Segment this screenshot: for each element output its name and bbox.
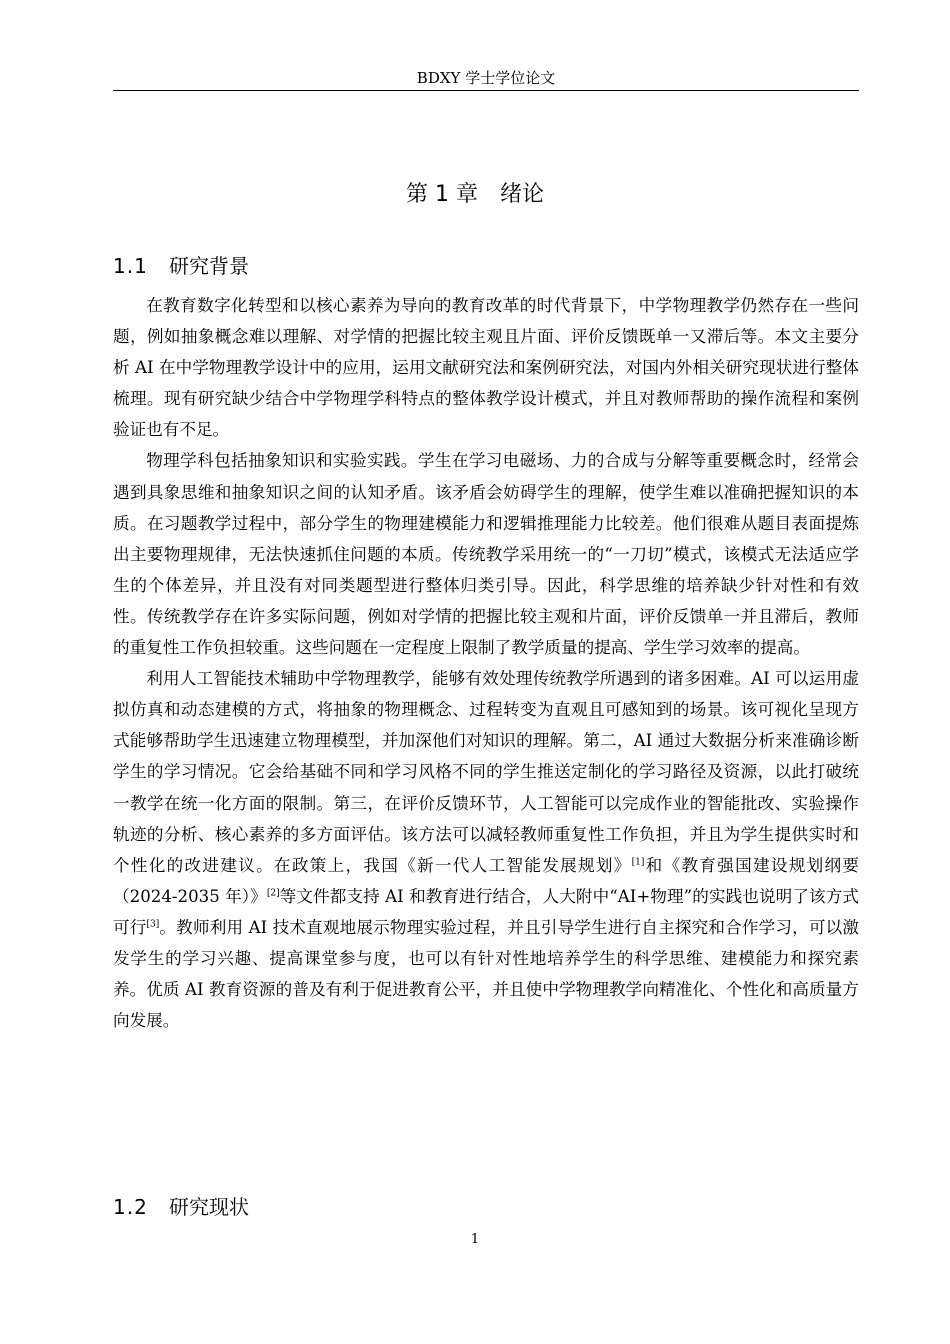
section-title: 研究现状	[169, 1195, 249, 1219]
citation-2[interactable]: [2]	[266, 888, 280, 899]
paragraph	[113, 663, 859, 1036]
paragraph-text: 。教师利用 AI 技术直观地展示物理实验过程，并且引导学生进行自主探究和合作学习，可以激发学生的学习兴趣、提高课堂参与度，也可以有针对性地培养学生的科学思维、建模能力和探究素养。优质 AI 教育资源的普及有利于促进教育公平，并且使中学物理教学向精准化、个性化和高质量方向发展。	[113, 917, 859, 1031]
section-number: 1.1	[113, 254, 148, 278]
section-title: 研究背景	[169, 254, 249, 278]
running-header: BDXY 学士学位论文	[113, 66, 859, 91]
paragraph: 在教育数字化转型和以核心素养为导向的教育改革的时代背景下，中学物理教学仍然存在一些问题，例如抽象概念难以理解、对学情的把握比较主观且片面、评价反馈既单一又滞后等。本文主要分析 AI 在中学物理教学设计中的应用，运用文献研究法和案例研究法，对国内外相关研究现状进行整体梳理。现有研究缺少结合中学物理学科特点的整体教学设计模式，并且对教师帮助的操作流程和案例验证也有不足。	[113, 296, 859, 440]
body-text	[113, 290, 859, 1036]
paragraph-text: 和《教育强国建设规划纲要（2024-2035 年）》	[113, 855, 859, 906]
paragraph-text: 等文件都支持 AI 和教育进行结合，人大附中“AI+物理”的实践也说明了该方式可行	[113, 886, 859, 937]
section-number: 1.2	[113, 1195, 148, 1219]
chapter-title: 第 1 章 绪论	[406, 182, 544, 207]
paragraph: 物理学科包括抽象知识和实验实践。学生在学习电磁场、力的合成与分解等重要概念时，经常会遇到具象思维和抽象知识之间的认知矛盾。该矛盾会妨碍学生的理解，使学生难以准确把握知识的本质。在习题教学过程中，部分学生的物理建模能力和逻辑推理能力比较差。他们很难从题目表面提炼出主要物理规律，无法快速抓住问题的本质。传统教学采用统一的“一刀切”模式，该模式无法适应学生的个体差异，并且没有对同类题型进行整体归类引导。因此，科学思维的培养缺少针对性和有效性。传统教学存在许多实际问题，例如对学情的把握比较主观和片面，评价反馈单一并且滞后，教师的重复性工作负担较重。这些问题在一定程度上限制了教学质量的提高、学生学习效率的提高。	[113, 451, 859, 658]
citation-3[interactable]: [3]	[146, 919, 160, 930]
paragraph-text: 利用人工智能技术辅助中学物理教学，能够有效处理传统教学所遇到的诸多困难。AI 可以运用虚拟仿真和动态建模的方式，将抽象的物理概念、过程转变为直观且可感知到的场景。该可视化呈现方式能够帮助学生迅速建立物理模型，并加深他们对知识的理解。第二，AI 通过大数据分析来准确诊断学生的学习情况。它会给基础不同和学习风格不同的学生推送定制化的学习路径及资源，以此打破统一教学在统一化方面的限制。第三，在评价反馈环节，人工智能可以完成作业的智能批改、实验操作轨迹的分析、核心素养的多方面评估。该方法可以减轻教师重复性工作负担，并且为学生提供实时和个性化的改进建议。在政策上，我国《新一代人工智能发展规划》	[113, 669, 859, 875]
page-number: 1	[470, 1232, 480, 1247]
section-heading-1-1	[113, 252, 859, 280]
citation-1[interactable]: [1]	[631, 857, 645, 868]
section-heading-1-2	[113, 1193, 859, 1221]
